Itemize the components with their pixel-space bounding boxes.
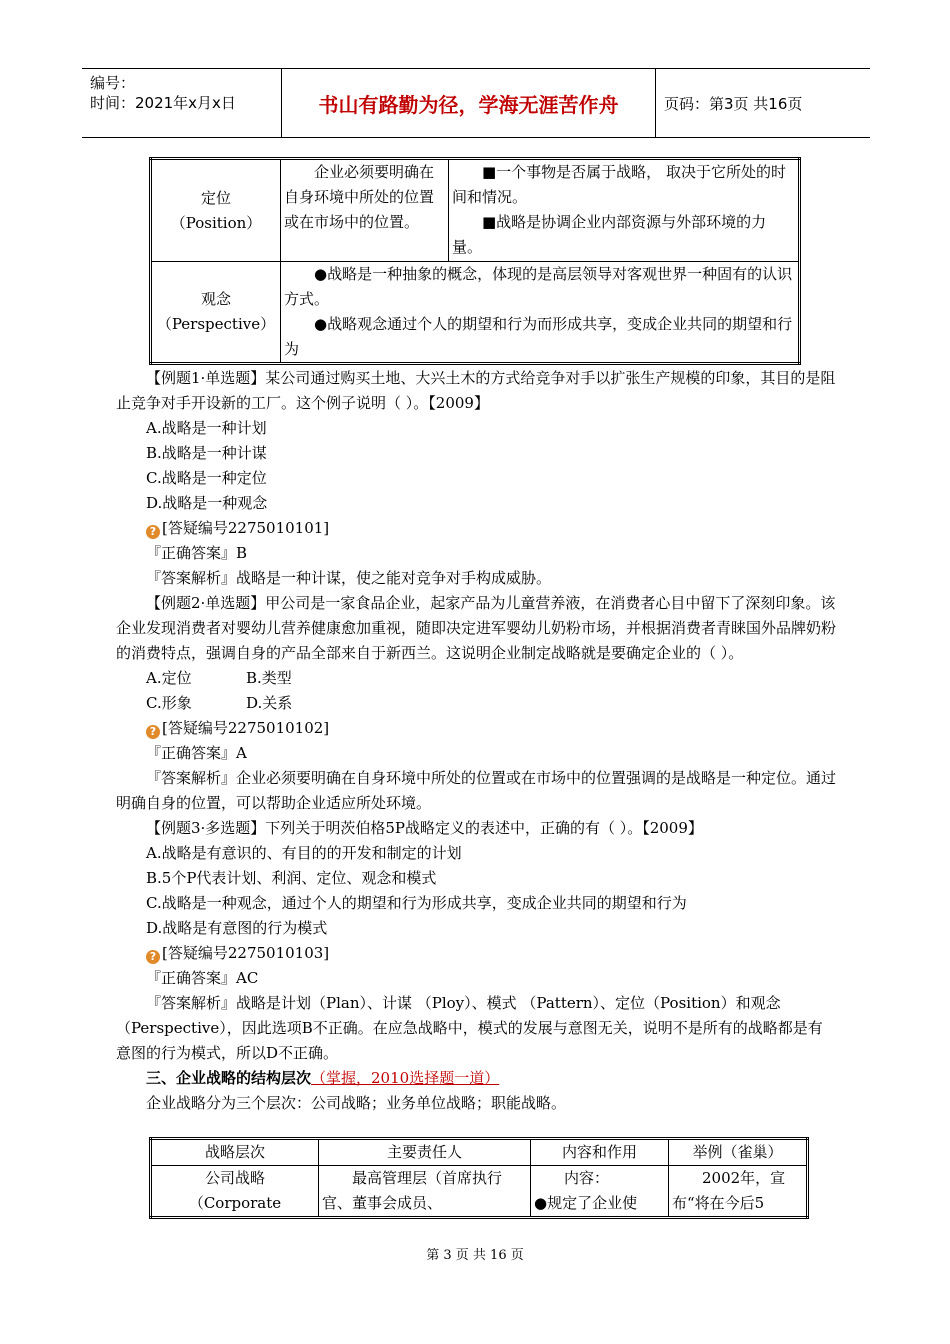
column-header: 举例（雀巢） [669,1139,808,1166]
question-mark-icon[interactable]: ? [146,950,160,964]
option: D.战略是一种观念 [146,494,268,512]
content-cell [531,1166,669,1218]
desc-text: 企业必须要明确在自身环境中所处的位置或在市场中的位置。 [284,163,435,231]
term-en-label: （Position） [170,213,262,232]
option: D.关系 [246,694,293,712]
analysis: 『答案解析』战略是计划（Plan）、计谋 （Ploy）、模式 （Pattern）、定位（Position）和观念 （Perspective），因此选项B不正确。在应急战略中，模式的发展与意图无关，说明不是所有的战略都是有意图的行为模式，所以D不正确。 [116,994,823,1062]
answer-ref[interactable] [116,716,836,741]
question-mark-icon[interactable]: ? [146,725,160,739]
points-cell [449,159,800,262]
point-text: ■一个事物是否属于战略， 取决于它所处的时间和情况。 [452,163,786,206]
section-heading [116,1066,836,1091]
example-text: 2002年，宣布“将在今后5 [672,1169,786,1212]
term-en-label: （Perspective） [156,315,276,333]
example1-question: 【例题1·单选题】某公司通过购买土地、大兴土木的方式给竞争对手以扩张生产规模的印象，其目的是阻止竞争对手开设新的工厂。这个例子说明（ ）。【2009】 [116,369,836,412]
analysis: 『答案解析』企业必须要明确在自身环境中所处的位置或在市场中的位置强调的是战略是一种定位。通过明确自身的位置，可以帮助企业适应所处环境。 [116,769,837,812]
owner-cell [319,1166,531,1218]
level-cell [151,1166,319,1218]
option: A.战略是有意识的、有目的的开发和制定的计划 [146,844,462,862]
option: B.类型 [246,669,292,687]
table-row [151,262,800,364]
document-body [116,366,836,1116]
analysis: 『答案解析』战略是一种计谋，使之能对竞争对手构成威胁。 [146,569,552,587]
number-label: 编号： [90,74,136,92]
level-en-text: （Corporate [188,1194,282,1212]
term-label: 定位 [200,188,231,207]
table-row [151,1166,808,1218]
answer: 『正确答案』B [146,544,248,562]
header-motto: 书山有路勤为径，学海无涯苦作舟 [282,69,656,137]
points-cell [281,262,800,364]
answer-ref[interactable] [116,516,836,541]
example-cell [669,1166,808,1218]
option: B.战略是一种计谋 [146,444,267,462]
point-text: ●战略是一种抽象的概念，体现的是高层领导对客观世界一种固有的认识方式。 [284,265,793,308]
content-text: ●规定了企业使 [534,1194,638,1212]
option: C.战略是一种定位 [146,469,267,487]
answer: 『正确答案』A [146,744,247,762]
term-cell [151,159,281,262]
option: D.战略是有意图的行为模式 [146,919,328,937]
desc-cell [281,159,449,262]
answer-ref-text: [答疑编号2275010101] [162,519,330,537]
page-footer: 第 3 页 共 16 页 [426,1248,524,1263]
column-header: 战略层次 [151,1139,319,1166]
option: A.定位 [146,669,192,687]
header-meta [82,69,282,137]
column-header: 主要责任人 [319,1139,531,1166]
option: C.形象 [146,694,192,712]
answer-ref-text: [答疑编号2275010102] [162,719,330,737]
strategy-levels-table [149,1137,809,1219]
section-title: 三、企业战略的结构层次 [146,1069,312,1087]
point-text: ■战略是协调企业内部资源与外部环境的力量。 [452,213,767,256]
owner-text: 最高管理层（首席执行官、董事会成员、 [322,1169,503,1212]
column-header: 内容和作用 [531,1139,669,1166]
option: A.战略是一种计划 [146,419,267,437]
level-text: 公司战略 [204,1169,265,1187]
page-header [82,68,870,138]
section-intro: 企业战略分为三个层次：公司战略；业务单位战略；职能战略。 [146,1094,567,1112]
table-row [151,159,800,262]
answer-ref-text: [答疑编号2275010103] [162,944,330,962]
table-header-row [151,1139,808,1166]
option: C.战略是一种观念，通过个人的期望和行为形成共享，变成企业共同的期望和行为 [146,894,687,912]
option: B.5个P代表计划、利润、定位、观念和模式 [146,869,437,887]
option-row [116,666,836,691]
date-label: 时间：2021年x月x日 [90,94,236,112]
example3-question: 【例题3·多选题】下列关于明茨伯格5P战略定义的表述中，正确的有（ ）。【2009】 [146,819,703,837]
point-text: ●战略观念通过个人的期望和行为而形成共享，变成企业共同的期望和行为 [284,315,793,358]
example2-question: 【例题2·单选题】甲公司是一家食品企业，起家产品为儿童营养液，在消费者心目中留下了深刻印象。该企业发现消费者对婴幼儿营养健康愈加重视，随即决定进军婴幼儿奶粉市场，并根据消费者青睐国外品牌奶粉的消费特点，强调自身的产品全部来自于新西兰。这说明企业制定战略就是要确定企业的（ ）。 [116,594,837,662]
answer-ref[interactable] [116,941,836,966]
header-page-info: 页码：第3页 共16页 [664,94,803,113]
term-label: 观念 [200,290,231,308]
term-cell [151,262,281,364]
option-row [116,691,836,716]
content-text: 内容： [564,1169,610,1187]
answer: 『正确答案』AC [146,969,259,987]
strategy-5p-table [149,157,801,365]
question-mark-icon[interactable]: ? [146,525,160,539]
section-note: （掌握，2010选择题一道） [311,1069,500,1087]
